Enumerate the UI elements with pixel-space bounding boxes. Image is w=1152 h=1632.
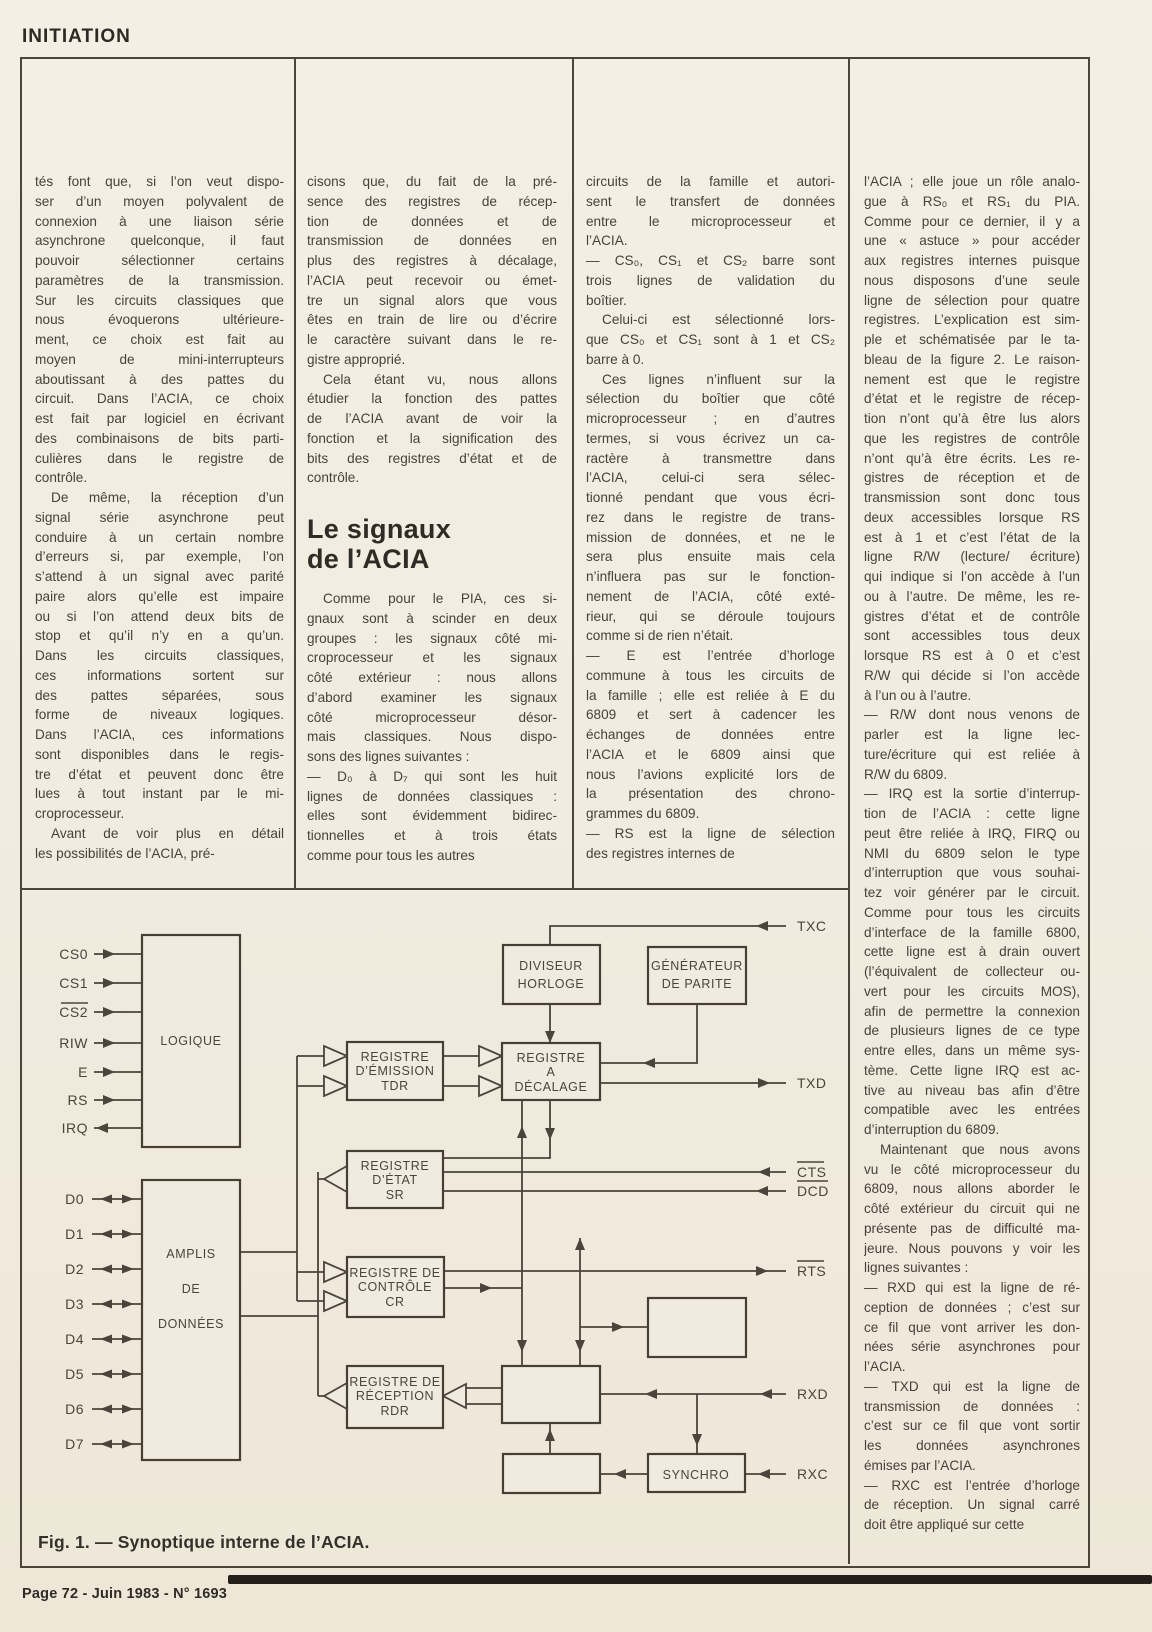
text-line: moyen de mini-interrupteurs <box>35 351 284 367</box>
pin-rw: RIW <box>59 1035 88 1051</box>
text-line: ractère à transmettre dans <box>586 450 835 466</box>
text-line: l’ACIA et le 6809 ainsi que <box>586 746 835 762</box>
text-line: Avant de voir plus en détail <box>51 825 284 841</box>
text-line: de plusieurs lignes de ce type <box>864 1023 1080 1039</box>
text-line: jeure. Nous pouvons y voir les <box>864 1240 1080 1256</box>
text-line: cette ligne est à drain ouvert <box>864 944 1080 960</box>
text-line: d’erreurs si, par exemple, l’on <box>35 549 284 565</box>
text-line: connexion à une liaison série <box>35 213 284 229</box>
paragraph <box>586 370 835 647</box>
text-line: sence des registres de récep- <box>307 193 557 209</box>
svg-text:REGISTRE: REGISTRE <box>516 1051 586 1065</box>
paragraph <box>35 172 284 488</box>
text-line: aux registres internes puisque <box>864 253 1080 268</box>
text-line: c’est sur ce fil que vont sortir <box>864 1418 1080 1434</box>
text-line: rieur, qui se déroule toujours <box>586 608 835 624</box>
text-line: De même, la réception d’un <box>51 490 284 505</box>
text-line: nées série asynchrones pour <box>864 1339 1080 1355</box>
svg-text:REGISTRE: REGISTRE <box>360 1159 430 1173</box>
svg-text:HORLOGE: HORLOGE <box>517 977 585 991</box>
svg-text:D’ÉMISSION: D’ÉMISSION <box>355 1064 435 1078</box>
text-line: tion de données et de <box>307 213 557 229</box>
text-line: tés font que, si l’on veut dispo- <box>35 174 284 189</box>
text-line: bits des registres d’état et de <box>307 450 557 466</box>
svg-text:REGISTRE: REGISTRE <box>360 1050 430 1064</box>
article-column-4 <box>864 172 1080 1535</box>
amplis-label-1: AMPLIS <box>166 1247 216 1261</box>
paragraph <box>586 824 835 864</box>
text-line: s’attend à un signal avec parité <box>35 569 284 584</box>
text-line: nement de l’ACIA, côté exté- <box>586 588 835 604</box>
acia-block-diagram <box>20 890 848 1566</box>
text-line: que les registres de contrôle <box>864 430 1080 446</box>
svg-text:DE PARITE: DE PARITE <box>661 977 733 991</box>
text-line: transmission de données : <box>864 1398 1080 1414</box>
text-line: vu le côté microprocesseur du <box>864 1161 1080 1177</box>
text-line: entre le microprocesseur et <box>586 213 835 229</box>
pin-rxc: RXC <box>797 1466 829 1482</box>
text-line: tre d’état et peuvent donc être <box>35 766 284 782</box>
text-line: tionné pendant que vous écri- <box>586 490 835 505</box>
text-line: d’interface de la famille 6800, <box>864 924 1080 940</box>
heading-line: de l’ACIA <box>307 544 430 574</box>
text-line: circuits de la famille et autori- <box>586 174 835 189</box>
text-line: NMI du 6809 selon le type <box>864 845 1080 861</box>
text-line: cisons que, du fait de la pré- <box>307 174 557 189</box>
text-line: forme de niveaux logiques. <box>35 707 284 723</box>
text-line: — RS est la ligne de sélection <box>586 825 835 841</box>
pin-d7: D7 <box>65 1436 84 1452</box>
text-line: des registres internes de <box>586 845 735 861</box>
text-line: l’ACIA. <box>864 1359 906 1374</box>
paragraph <box>864 784 1080 1140</box>
text-line: sent le transfert de données <box>586 193 835 209</box>
text-line: R/W du 6809. <box>864 766 948 782</box>
clock-divider-box <box>503 945 600 1004</box>
paragraph <box>864 1278 1080 1377</box>
text-line: qui indique si l’on accède à l’un <box>864 569 1080 584</box>
paragraph <box>586 646 835 824</box>
text-line: Dans les circuits classiques, <box>35 648 284 663</box>
pin-d2: D2 <box>65 1261 84 1277</box>
paragraph <box>864 1377 1080 1476</box>
text-line: ces informations sortent sur <box>35 667 284 683</box>
text-line: présente pas de difficulté ma- <box>864 1220 1080 1236</box>
text-line: gistre approprié. <box>307 351 406 367</box>
section-header: INITIATION <box>22 26 131 47</box>
text-line: pouvoir sélectionner certains <box>35 253 284 268</box>
text-line: Comme pour tous les circuits <box>864 904 1080 920</box>
text-line: émises par l’ACIA. <box>864 1457 976 1473</box>
text-line: croprocesseur et les signaux <box>307 650 557 666</box>
text-line: circuit. Dans l’ACIA, ce choix <box>35 391 284 407</box>
article-column-2 <box>307 172 557 866</box>
text-line: trois lignes de validation du <box>586 272 835 288</box>
text-line: ligne R/W (lecture/ écriture) <box>864 549 1080 565</box>
text-line: la présentation des chrono- <box>586 786 835 802</box>
amplis-label-2: DE <box>181 1282 201 1296</box>
pin-cts: CTS <box>797 1164 827 1180</box>
pin-txd: TXD <box>797 1075 827 1091</box>
pin-txc: TXC <box>797 918 827 934</box>
text-line: gistres d’état et de contrôle <box>864 608 1080 624</box>
text-line: l’ACIA, celui-ci sera sélec- <box>586 470 835 486</box>
text-line: — E est l’entrée d’horloge <box>586 648 835 663</box>
text-line: sons des lignes suivantes : <box>307 749 470 764</box>
text-line: l’ACIA peut recevoir ou émet- <box>307 272 557 288</box>
text-line: ture/écriture qui est reliée à <box>864 746 1080 762</box>
receive-shift-box <box>502 1366 600 1423</box>
text-line: tion de l’ACIA : cette ligne <box>864 806 1080 821</box>
text-line: d’abord examiner les signaux <box>307 689 557 705</box>
text-line: lignes de données classiques : <box>307 788 557 804</box>
box-labels <box>158 958 743 1482</box>
text-line: le caractère suivant dans le re- <box>307 332 557 347</box>
text-line: bleau de la figure 2. Le raison- <box>864 351 1080 367</box>
text-line: peut être reliée à IRQ, FIRQ ou <box>864 825 1080 841</box>
text-line: Ces lignes n’influent sur la <box>602 371 835 387</box>
text-line: étudier la fonction des pattes <box>307 391 557 407</box>
paragraph <box>586 172 835 251</box>
paragraph <box>864 705 1080 784</box>
text-line: — RXD qui est la ligne de ré- <box>864 1280 1080 1295</box>
text-line: 6809 et sert à cadencer les <box>586 707 835 723</box>
pin-d0: D0 <box>65 1191 84 1207</box>
text-line: côté extérieur : nous allons <box>307 670 557 685</box>
page-edge-strip <box>228 1575 1152 1584</box>
text-line: des combinaisons de bits parti- <box>35 430 284 446</box>
pin-cs0: CS0 <box>59 946 88 962</box>
pin-dcd: DCD <box>797 1183 829 1199</box>
paragraph <box>35 824 284 864</box>
text-line: ce fil que vont arriver les don- <box>864 1319 1080 1335</box>
text-line: signal série asynchrone peut <box>35 509 284 525</box>
text-line: — R/W dont nous venons de <box>864 707 1080 723</box>
text-line: tre un signal alors que vous <box>307 292 557 308</box>
unlabeled-box-1 <box>648 1298 746 1357</box>
text-line: contrôle. <box>307 470 360 486</box>
text-line: paire alors qu’elle est impaire <box>35 588 284 604</box>
heading-line: Le signaux <box>307 514 452 544</box>
text-line: tionnelles et à trois états <box>307 828 557 843</box>
paragraph <box>586 251 835 310</box>
svg-text:GÉNÉRATEUR: GÉNÉRATEUR <box>651 959 743 973</box>
text-line: l’ACIA. <box>586 233 628 249</box>
paragraph <box>307 172 557 370</box>
text-line: ligne de sélection pour quatre <box>864 292 1080 308</box>
diagram-boxes <box>142 935 746 1493</box>
pin-cs2: CS2 <box>59 1004 88 1020</box>
svg-text:SR: SR <box>385 1188 405 1202</box>
text-line: êtes en train de lire ou d’écrire <box>307 312 557 328</box>
text-line: rez dans le registre de trans- <box>586 509 835 525</box>
text-line: Maintenant que nous avons <box>880 1141 1080 1157</box>
text-line: groupes : les signaux côté mi- <box>307 630 557 646</box>
text-line: grammes du 6809. <box>586 806 700 821</box>
pin-rs: RS <box>67 1092 88 1108</box>
text-line: comme si de rien n’était. <box>586 628 734 644</box>
text-line: contrôle. <box>35 470 88 486</box>
text-line: plus des registres à décalage, <box>307 253 557 268</box>
svg-text:REGISTRE DE: REGISTRE DE <box>349 1375 441 1389</box>
text-line: les données asynchrones <box>864 1438 1080 1453</box>
text-line: vert pour les circuits MOS), <box>864 983 1080 999</box>
text-line: d’interruption du 6809. <box>864 1122 1000 1137</box>
text-line: ception de données ; c’est sur <box>864 1299 1080 1315</box>
text-line: comme pour tous les autres <box>307 847 475 863</box>
text-line: mission de données, et ne le <box>586 529 835 545</box>
text-line: doit être appliqué sur cette <box>864 1517 1025 1532</box>
svg-text:D’ÉTAT: D’ÉTAT <box>372 1173 418 1187</box>
text-line: compatible avec les entrées <box>864 1102 1080 1118</box>
column-divider-2 <box>572 59 574 890</box>
text-line: paramètres de la transmission. <box>35 272 284 288</box>
text-line: tez voir générer par le circuit. <box>864 885 1080 900</box>
text-line: mais classiques. Nous dispo- <box>307 729 557 745</box>
pin-d1: D1 <box>65 1226 84 1242</box>
svg-text:CONTRÔLE: CONTRÔLE <box>357 1280 433 1294</box>
text-line: — D₀ à D₇ qui sont les huit <box>307 768 557 784</box>
amplis-label-3: DONNÉES <box>157 1317 225 1331</box>
svg-text:A: A <box>546 1065 556 1079</box>
text-line: tème. Cette ligne IRQ est ac- <box>864 1062 1080 1078</box>
article-column-3 <box>586 172 835 863</box>
pin-rts: RTS <box>797 1263 827 1279</box>
paragraph <box>864 1140 1080 1278</box>
text-line: lorsque RS est à 0 et c’est <box>864 648 1080 663</box>
text-line: de l’ACIA avant de voir la <box>307 411 557 426</box>
text-line: n’influera pas sur le fonction- <box>586 569 835 584</box>
text-line: 6809, nous allons aborder le <box>864 1181 1080 1197</box>
pin-e: E <box>78 1064 88 1080</box>
text-line: nement est que le registre <box>864 371 1080 387</box>
text-line: commune à tous les circuits de <box>586 667 835 683</box>
text-line: est fait par logiciel en écrivant <box>35 411 284 426</box>
pin-d3: D3 <box>65 1296 84 1312</box>
text-line: ou à l’autre. De même, les re- <box>864 588 1080 604</box>
text-line: entre elles, dans un même sys- <box>864 1043 1080 1058</box>
text-line: échanges de données entre <box>586 727 835 742</box>
text-line: sélection du boîtier que côté <box>586 391 835 407</box>
text-line: sont disponibles dans le regis- <box>35 746 284 762</box>
text-line: croprocesseur. <box>35 806 125 821</box>
page-footer: Page 72 - Juin 1983 - N° 1693 <box>22 1586 228 1602</box>
text-line: lignes suivantes : <box>864 1260 969 1276</box>
text-line: que CS₀ et CS₁ sont à 1 et CS₂ <box>586 332 835 347</box>
paragraph <box>307 767 557 866</box>
text-line: termes, si vous écrivez un ca- <box>586 430 835 446</box>
text-line: ou si l’on attend deux bits de <box>35 608 284 624</box>
text-line: tion n’ont qu’à être lus alors <box>864 411 1080 426</box>
text-line: culières dans le registre de <box>35 450 284 466</box>
pin-irq: IRQ <box>61 1120 88 1136</box>
text-line: ser d’un moyen polyvalent de <box>35 193 284 209</box>
text-line: — IRQ est la sortie d’interrup- <box>864 786 1080 802</box>
text-line: stop et qu’il n’y en a qu’un. <box>35 628 284 644</box>
text-line: parler est la ligne lec- <box>864 727 1080 742</box>
text-line: transmission sont donc tous <box>864 490 1080 505</box>
text-line: afin de permettre la connexion <box>864 1003 1080 1019</box>
text-line: (l’équivalent de collecteur ou- <box>864 964 1080 979</box>
text-line: fonction et la signification des <box>307 430 557 446</box>
text-line: transmission de données en <box>307 233 557 249</box>
text-line: Comme pour ce dernier, il y a <box>864 213 1080 229</box>
pin-cs1: CS1 <box>59 975 88 991</box>
text-line: aboutissant à des pattes du <box>35 371 284 387</box>
paragraph <box>307 589 557 767</box>
text-line: deux accessibles lorsque RS <box>864 509 1080 525</box>
figure-caption: Fig. 1. — Synoptique interne de l’ACIA. <box>38 1532 370 1552</box>
text-line: tive au niveau bas afin d’être <box>864 1082 1080 1098</box>
text-line: côté extérieur du circuit qui ne <box>864 1201 1080 1216</box>
text-line: Dans l’ACIA, ces informations <box>35 727 284 742</box>
pin-d5: D5 <box>65 1366 84 1382</box>
text-line: de réception. Un signal carré <box>864 1497 1080 1513</box>
text-line: conduire à un certain nombre <box>35 529 284 545</box>
text-line: l’ACIA ; elle joue un rôle analo- <box>864 174 1080 189</box>
svg-text:TDR: TDR <box>381 1079 409 1093</box>
text-line: une « astuce » pour accéder <box>864 233 1080 249</box>
svg-text:CR: CR <box>385 1295 405 1309</box>
text-line: la famille ; elle est reliée à E du <box>586 687 835 703</box>
column-divider-1 <box>294 59 296 890</box>
pin-d4: D4 <box>65 1331 84 1347</box>
text-line: Sur les circuits classiques que <box>35 292 284 308</box>
pin-rxd: RXD <box>797 1386 829 1402</box>
pin-d6: D6 <box>65 1401 84 1417</box>
text-line: ment, ce choix est fait au <box>35 332 284 347</box>
text-line: nous disposons d’une seule <box>864 272 1080 288</box>
text-line: Cela étant vu, nous allons <box>323 371 557 387</box>
text-line: barre à 0. <box>586 351 645 367</box>
logique-label: LOGIQUE <box>160 1034 222 1048</box>
paragraph <box>864 1476 1080 1535</box>
text-line: gnaux sont à scinder en deux <box>307 610 557 626</box>
text-line: gue à RS₀ et RS₁ du PIA. <box>864 193 1080 209</box>
synchro-label: SYNCHRO <box>662 1468 730 1482</box>
text-line: — TXD qui est la ligne de <box>864 1378 1080 1394</box>
text-line: — CS₀, CS₁ et CS₂ barre sont <box>586 253 835 268</box>
text-line: côté microprocesseur désor- <box>307 709 557 725</box>
parity-generator-box <box>648 947 746 1004</box>
text-line: registres. L’explication est sim- <box>864 312 1080 328</box>
text-line: à l’un ou à l’autre. <box>864 687 972 703</box>
paragraph <box>307 370 557 489</box>
svg-text:RDR: RDR <box>380 1404 410 1418</box>
text-line: les possibilités de l’ACIA, pré- <box>35 845 215 861</box>
text-line: sont accessibles tous deux <box>864 628 1080 644</box>
text-line: sera plus ensuite mais cela <box>586 549 835 565</box>
svg-text:REGISTRE DE: REGISTRE DE <box>349 1266 441 1280</box>
column-divider-3 <box>848 59 850 1564</box>
text-line: d’interruption que vous souhai- <box>864 865 1080 881</box>
text-line: des pattes séparées, sous <box>35 687 284 703</box>
text-line: est à 1 et c’est l’état de la <box>864 529 1080 545</box>
text-line: asynchrone quelconque, il faut <box>35 233 284 249</box>
text-line: boîtier. <box>586 292 627 308</box>
text-line: nous l’avions explicité lors de <box>586 766 835 782</box>
svg-text:RÉCEPTION: RÉCEPTION <box>355 1389 435 1403</box>
text-line: lues à tout instant par le mi- <box>35 786 284 802</box>
svg-text:DIVISEUR: DIVISEUR <box>519 959 583 973</box>
paragraph <box>35 488 284 824</box>
text-line: n’ont qu’à être écrits. Les re- <box>864 450 1080 466</box>
paragraph <box>864 172 1080 705</box>
text-line: R/W qui décide si l’on accède <box>864 667 1080 683</box>
text-line: — RXC est l’entrée d’horloge <box>864 1477 1080 1493</box>
section-heading <box>307 514 557 574</box>
svg-text:DÉCALAGE: DÉCALAGE <box>514 1080 588 1094</box>
text-line: ple et schématisée par le ta- <box>864 332 1080 347</box>
text-line: Celui-ci est sélectionné lors- <box>602 312 835 328</box>
text-line: gistres de réception et de <box>864 470 1080 486</box>
article-column-1 <box>35 172 284 863</box>
text-line: nous évoquerons ultérieure- <box>35 312 284 328</box>
text-line: microprocesseur ; en d’autres <box>586 411 835 426</box>
paragraph <box>586 310 835 369</box>
text-line: Comme pour le PIA, ces si- <box>323 591 557 606</box>
text-line: d’état et le registre de récep- <box>864 391 1080 407</box>
text-line: elles sont évidemment bidirec- <box>307 808 557 824</box>
unlabeled-box-2 <box>503 1454 600 1493</box>
